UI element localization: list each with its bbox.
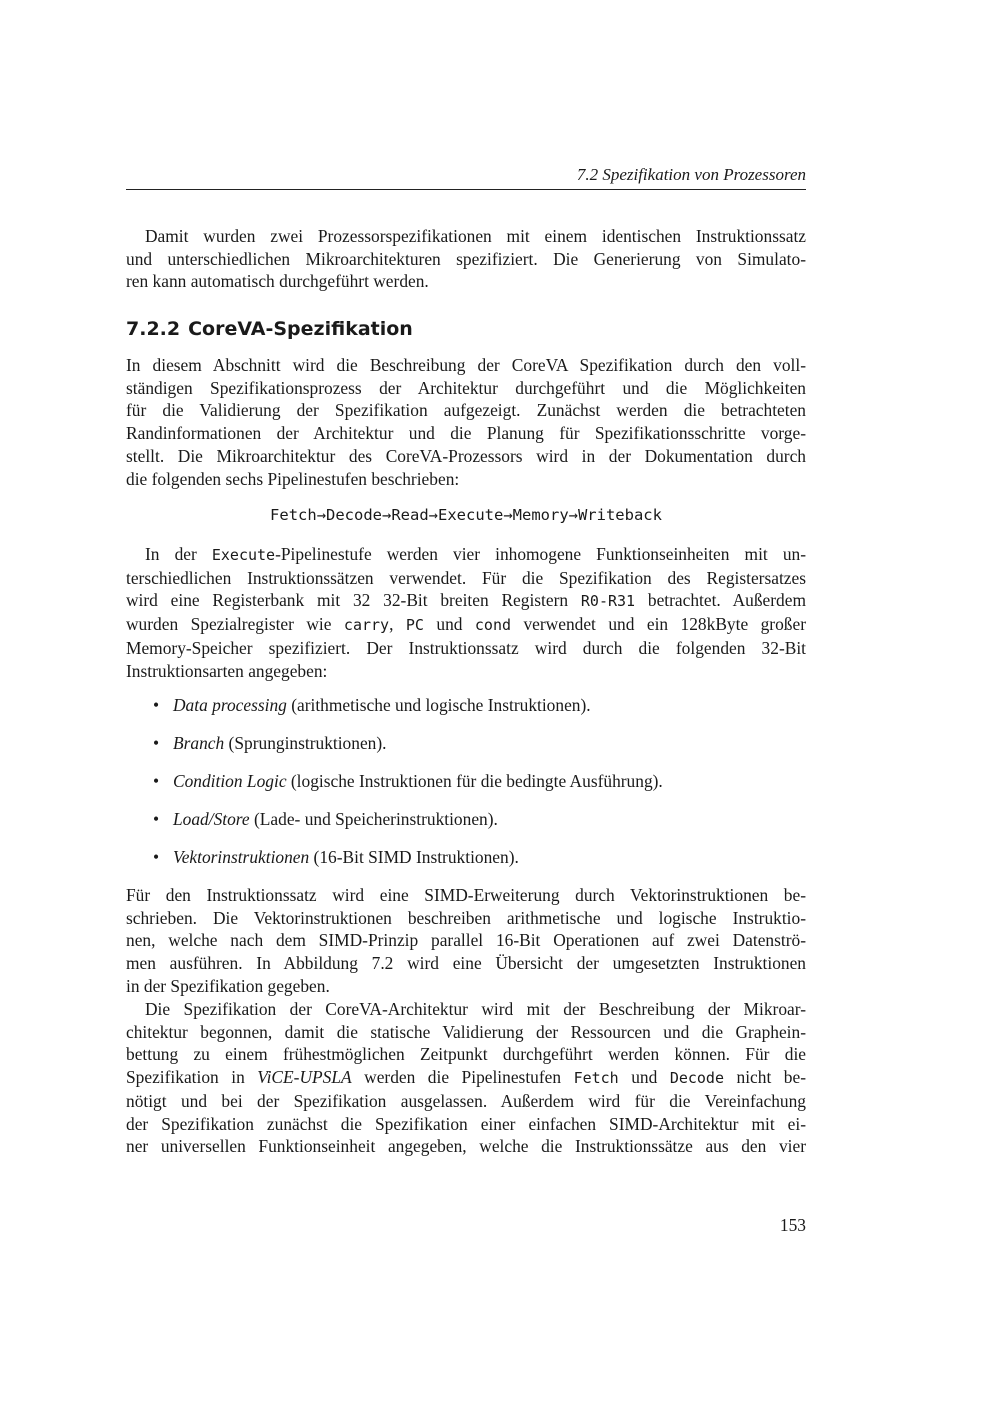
bullet-icon: • bbox=[153, 733, 160, 753]
text-line: wurden Spezialregister wie carry, PC und cond verwendet und ein 128kByte großer bbox=[126, 614, 806, 635]
text-line: In diesem Abschnitt wird die Beschreibung der CoreVA Spezifikation durch den voll- bbox=[126, 355, 806, 375]
paragraph-2 bbox=[126, 543, 806, 682]
code-pc: PC bbox=[405, 616, 424, 635]
list-item: • Branch (Sprunginstruktionen). bbox=[153, 733, 387, 753]
text-line: schrieben. Die Vektorinstruktionen beschreiben arithmetische und logische Instruktio- bbox=[126, 907, 806, 928]
list-item: • Condition Logic (logische Instruktionen für die bedingte Ausführung). bbox=[153, 771, 663, 791]
paragraph-1 bbox=[126, 354, 806, 490]
paragraph-4 bbox=[126, 998, 806, 1158]
text-line: chitektur begonnen, damit die statische Validierung der Ressourcen und die Graphein- bbox=[126, 1021, 806, 1042]
text-line: und unterschiedlichen Mikroarchitekturen spezifiziert. Die Generierung von Simulato- bbox=[126, 248, 806, 269]
bullet-icon: • bbox=[153, 847, 160, 867]
code-fetch: Fetch bbox=[573, 1069, 619, 1088]
text-line: die folgenden sechs Pipelinestufen beschrieben: bbox=[126, 468, 460, 489]
instruction-type-list bbox=[126, 694, 806, 884]
code-cond: cond bbox=[474, 616, 512, 635]
text-line: In der Execute-Pipelinestufe werden vier inhomogene Funktionseinheiten mit un- bbox=[145, 544, 806, 564]
text-line: Für den Instruktionssatz wird eine SIMD-Erweiterung durch Vektorinstruktionen be- bbox=[126, 885, 806, 905]
document-page bbox=[126, 0, 806, 1414]
text-line: ren kann automatisch durchgeführt werden. bbox=[126, 271, 429, 292]
code-decode: Decode bbox=[669, 1069, 724, 1088]
text-line: stellt. Die Mikroarchitektur des CoreVA-Prozessors wird in der Dokumentation durch bbox=[126, 445, 806, 466]
text-line: in der Spezifikation gegeben. bbox=[126, 975, 330, 996]
code-registers: R0-R31 bbox=[580, 592, 636, 611]
list-item: • Load/Store (Lade- und Speicherinstruktionen). bbox=[153, 809, 498, 829]
text-line: nen, welche nach dem SIMD-Prinzip parallel 16-Bit Operationen auf zwei Datenströ- bbox=[126, 930, 806, 951]
text-line: der Spezifikation zunächst die Spezifikation einer einfachen SIMD-Architektur mit ei- bbox=[126, 1113, 806, 1134]
text-line: für die Validierung der Spezifikation aufgezeigt. Zunächst werden die betrachteten bbox=[126, 400, 806, 421]
paragraph-3 bbox=[126, 884, 806, 998]
text-line: bettung zu einem frühestmöglichen Zeitpunkt durchgeführt werden können. Für die bbox=[126, 1044, 806, 1065]
text-line: Memory-Speicher spezifiziert. Der Instruktionssatz wird durch die folgenden 32-Bit bbox=[126, 637, 806, 658]
text-line: Instruktionsarten angegeben: bbox=[126, 660, 328, 681]
intro-paragraph bbox=[126, 225, 806, 293]
pipeline-stages: Fetch→Decode→Read→Execute→Memory→Writeback bbox=[270, 506, 662, 524]
page-number: 153 bbox=[779, 1215, 806, 1235]
text-line: Die Spezifikation der CoreVA-Architektur wird mit der Beschreibung der Mikroar- bbox=[145, 999, 806, 1019]
text-line: Damit wurden zwei Prozessorspezifikationen mit einem identischen Instruktionssatz bbox=[145, 226, 806, 246]
list-item: • Data processing (arithmetische und logische Instruktionen). bbox=[153, 695, 591, 715]
bullet-icon: • bbox=[153, 695, 160, 715]
bullet-icon: • bbox=[153, 771, 160, 791]
text-line: Spezifikation in ViCE-UPSLA werden die Pipelinestufen Fetch und Decode nicht be- bbox=[126, 1067, 806, 1088]
section-heading bbox=[126, 318, 413, 340]
code-execute: Execute bbox=[211, 546, 276, 564]
text-line: men ausführen. In Abbildung 7.2 wird eine Übersicht der umgesetzten Instruktionen bbox=[126, 953, 806, 974]
text-line: Randinformationen der Architektur und die Planung für Spezifikationsschritte vorge- bbox=[126, 423, 806, 444]
section-number: 7.2.2 bbox=[126, 318, 181, 340]
section-title: CoreVA-Spezifikation bbox=[188, 318, 413, 340]
text-line: terschiedlichen Instruktionssätzen verwendet. Für die Spezifikation des Registersatzes bbox=[126, 567, 806, 588]
text-line: ner universellen Funktionseinheit angegeben, welche die Instruktionssätze aus den vier bbox=[126, 1136, 806, 1157]
text-line: nötigt und bei der Spezifikation ausgelassen. Außerdem wird für die Vereinfachung bbox=[126, 1090, 806, 1111]
text-line: wird eine Registerbank mit 32 32-Bit breiten Registern R0-R31 betrachtet. Außerdem bbox=[126, 590, 806, 611]
bullet-icon: • bbox=[153, 809, 160, 829]
tool-name: ViCE-UPSLA bbox=[257, 1067, 352, 1088]
list-item: • Vektorinstruktionen (16-Bit SIMD Instruktionen). bbox=[153, 847, 519, 867]
code-carry: carry bbox=[343, 616, 390, 635]
text-line: ständigen Spezifikationsprozess der Architektur durchgeführt und die Möglichkeiten bbox=[126, 377, 806, 398]
running-header: 7.2 Spezifikation von Prozessoren bbox=[126, 165, 806, 190]
